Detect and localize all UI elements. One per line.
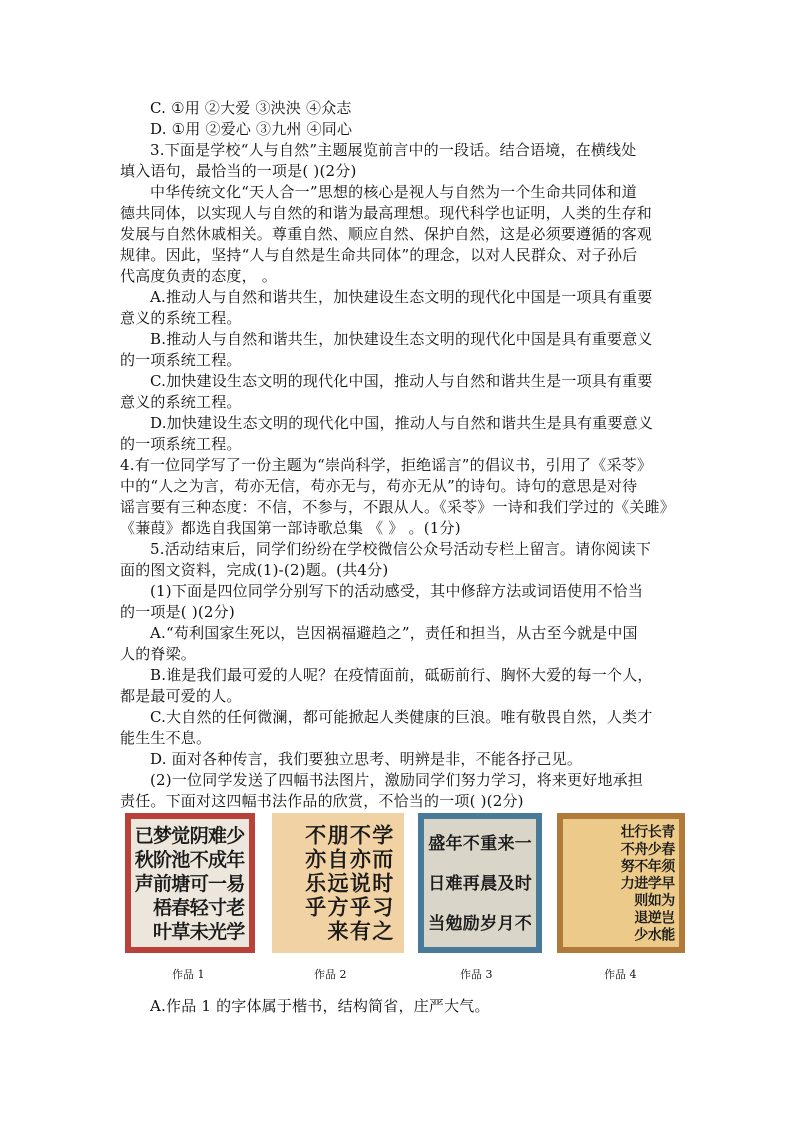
- calligraphy-glyph: 方: [327, 894, 349, 920]
- calligraphy-glyph: 进: [634, 876, 649, 892]
- calligraphy-glyph: 梧: [152, 896, 173, 919]
- calligraphy-glyph: 乎: [349, 894, 371, 920]
- calligraphy-glyph: 时: [372, 870, 394, 896]
- calligraphy-svg: [557, 813, 685, 953]
- option-d: D.加快建设生态文明的现代化中国，推动人与自然和谐共生是具有重要意义: [150, 414, 654, 432]
- calligraphy-glyph: 春: [171, 896, 191, 919]
- calligraphy-glyph: 老: [226, 896, 246, 919]
- calligraphy-glyph: 乐: [305, 870, 327, 896]
- calligraphy-glyph: 说: [349, 870, 371, 896]
- calligraphy-glyph: 池: [171, 848, 191, 871]
- calligraphy-glyph: 亦: [349, 846, 371, 872]
- artwork-2-image: [272, 813, 404, 953]
- artwork-4-image: [557, 813, 685, 953]
- calligraphy-glyph: 少: [647, 841, 662, 858]
- calligraphy-glyph: 当: [428, 914, 446, 935]
- artwork-1-caption: 作品 1: [172, 968, 205, 981]
- calligraphy-glyph: 觉: [171, 824, 191, 847]
- calligraphy-glyph: 草: [171, 920, 191, 943]
- calligraphy-glyph: 学: [647, 876, 662, 892]
- artwork-4-caption: 作品 4: [604, 968, 637, 981]
- subquestion-2-stem-cont: 责任。下面对这四幅书法作品的欣赏，不恰当的一项( )(2分): [120, 792, 524, 810]
- calligraphy-glyph: 阴: [189, 824, 209, 847]
- sub1-option-a-cont: 人的脊梁。: [120, 645, 197, 663]
- sub1-option-c-cont: 能生生不息。: [120, 729, 212, 747]
- calligraphy-glyph: 光: [207, 920, 228, 943]
- calligraphy-glyph: 年: [647, 858, 662, 875]
- calligraphy-glyph: 退: [634, 910, 649, 927]
- option-d-line: D. ①用 ②爱心 ③九州 ④同心: [150, 120, 353, 138]
- calligraphy-glyph: 难: [445, 874, 463, 895]
- option-c-line: C. ①用 ②大爱 ③泱泱 ④众志: [150, 99, 352, 117]
- calligraphy-glyph: 难: [207, 824, 228, 847]
- calligraphy-glyph: 时: [514, 874, 532, 895]
- calligraphy-glyph: 及: [497, 874, 515, 895]
- subquestion-1-stem-cont: 的一项是( )(2分): [120, 603, 235, 621]
- option-d-cont: 的一项系统工程。: [120, 435, 242, 453]
- passage-line: 德共同体，以实现人与自然的和谐为最高理想。现代科学也证明，人类的生存和: [120, 204, 653, 222]
- option-a: A.推动人与自然和谐共生，加快建设生态文明的现代化中国是一项具有重要: [150, 288, 653, 306]
- calligraphy-glyph: 如: [647, 893, 662, 910]
- passage-line: 发展与自然休戚相关。尊重自然、顺应自然、保护自然，这是必须要遵循的客观: [120, 225, 653, 243]
- calligraphy-glyph: 秋: [134, 848, 154, 871]
- calligraphy-glyph: 行: [634, 824, 649, 841]
- calligraphy-glyph: 月: [497, 914, 515, 935]
- calligraphy-svg: [125, 813, 255, 953]
- calligraphy-glyph: 少: [226, 824, 246, 847]
- calligraphy-glyph: 亦: [305, 846, 327, 872]
- calligraphy-glyph: 岂: [661, 910, 676, 927]
- calligraphy-glyph: 不: [620, 841, 635, 858]
- calligraphy-glyph: 前: [152, 872, 173, 895]
- artwork-1-image: [125, 813, 255, 953]
- calligraphy-glyph: 盛: [428, 834, 446, 855]
- sub1-option-b-cont: 都是最可爱的人。: [120, 687, 242, 705]
- calligraphy-glyph: 不: [514, 914, 532, 935]
- calligraphy-glyph: 则: [634, 893, 649, 910]
- option-c-cont: 意义的系统工程。: [120, 393, 242, 411]
- option-c: C.加快建设生态文明的现代化中国，推动人与自然和谐共生是一项具有重要: [150, 372, 653, 390]
- calligraphy-glyph: 力: [620, 876, 635, 892]
- calligraphy-glyph: 为: [661, 893, 676, 910]
- sub1-option-d: D. 面对各种传言，我们要独立思考、明辨是非，不能各抒己见。: [150, 750, 583, 768]
- calligraphy-glyph: 寸: [207, 896, 228, 919]
- subquestion-1-stem: (1)下面是四位同学分别写下的活动感受，其中修辞方法或词语使用不恰当: [150, 582, 644, 600]
- calligraphy-glyph: 不: [462, 834, 480, 855]
- calligraphy-glyph: 晨: [480, 874, 498, 895]
- calligraphy-glyph: 岁: [480, 914, 498, 935]
- subquestion-2-stem: (2)一位同学发送了四幅书法图片，激励同学们努力学习，将来更好地承担: [150, 771, 644, 789]
- calligraphy-glyph: 日: [428, 874, 446, 895]
- sub2-option-a: A.作品 1 的字体属于楷书，结构简省，庄严大气。: [150, 997, 490, 1015]
- passage-line: 规律。因此，坚持“人与自然是生命共同体”的理念，以对人民群众、对子孙后: [120, 246, 638, 264]
- passage-line: 中华传统文化“天人合一”思想的核心是视人与自然为一个生命共同体和道: [150, 183, 637, 201]
- calligraphy-glyph: 有: [349, 918, 371, 944]
- calligraphy-glyph: 可: [189, 872, 209, 895]
- calligraphy-glyph: 梦: [152, 824, 173, 847]
- calligraphy-glyph: 再: [462, 874, 480, 895]
- calligraphy-glyph: 春: [661, 841, 676, 858]
- calligraphy-glyph: 不: [349, 822, 371, 848]
- calligraphy-glyph: 壮: [620, 824, 635, 841]
- sub1-option-a: A.“苟利国家生死以，岂因祸福避趋之”，责任和担当，从古至今就是中国: [150, 624, 638, 642]
- calligraphy-glyph: 已: [134, 824, 154, 847]
- option-b-cont: 的一项系统工程。: [120, 351, 242, 369]
- calligraphy-glyph: 叶: [152, 920, 173, 943]
- calligraphy-glyph: 朋: [327, 822, 349, 848]
- question-4-stem: 4.有一位同学写了一份主题为“崇尚科学，拒绝谣言”的倡议书，引用了《采苓》: [120, 456, 653, 474]
- calligraphy-glyph: 声: [134, 872, 154, 895]
- calligraphy-glyph: 重: [480, 834, 498, 855]
- option-a-cont: 意义的系统工程。: [120, 309, 242, 327]
- calligraphy-glyph: 年: [445, 834, 463, 855]
- question-3-stem: 3.下面是学校“人与自然”主题展览前言中的一段话。结合语境，在横线处: [150, 141, 637, 159]
- calligraphy-glyph: 成: [207, 848, 228, 871]
- calligraphy-glyph: 未: [189, 920, 209, 943]
- artwork-3-caption: 作品 3: [460, 968, 493, 981]
- question-5-stem: 5.活动结束后，同学们纷纷在学校微信公众号活动专栏上留言。请你阅读下: [150, 540, 652, 558]
- calligraphy-glyph: 之: [372, 918, 394, 944]
- calligraphy-svg: [418, 813, 542, 953]
- calligraphy-glyph: 勉: [445, 914, 463, 935]
- calligraphy-glyph: 不: [189, 848, 209, 871]
- calligraphy-glyph: 远: [327, 870, 349, 896]
- artwork-2-caption: 作品 2: [314, 968, 347, 981]
- calligraphy-glyph: 来: [327, 918, 349, 944]
- calligraphy-glyph: 水: [647, 927, 662, 944]
- calligraphy-glyph: 习: [372, 894, 394, 920]
- question-3-stem-cont: 填入语句，最恰当的一项是( )(2分): [120, 162, 357, 180]
- calligraphy-gallery: [120, 813, 690, 953]
- calligraphy-glyph: 励: [462, 914, 480, 935]
- calligraphy-glyph: 早: [661, 876, 676, 892]
- calligraphy-glyph: 塘: [171, 872, 191, 895]
- calligraphy-glyph: 阶: [152, 848, 173, 871]
- calligraphy-glyph: 乎: [305, 894, 327, 920]
- calligraphy-glyph: 少: [634, 927, 649, 944]
- question-5-stem-cont: 面的图文资料，完成(1)-(2)题。(共4分): [120, 561, 389, 579]
- calligraphy-glyph: 须: [661, 858, 676, 875]
- calligraphy-glyph: 学: [372, 822, 394, 848]
- calligraphy-glyph: 学: [226, 920, 246, 943]
- question-4-line: 中的“人之为言，苟亦无信，苟亦无与，苟亦无从”的诗句。诗句的意思是对待: [120, 477, 638, 495]
- calligraphy-glyph: 而: [372, 846, 394, 872]
- calligraphy-glyph: 不: [305, 822, 327, 848]
- calligraphy-glyph: 来: [497, 834, 515, 855]
- calligraphy-glyph: 舟: [634, 841, 649, 858]
- calligraphy-glyph: 自: [327, 846, 349, 872]
- option-b: B.推动人与自然和谐共生，加快建设生态文明的现代化中国是具有重要意义: [150, 330, 653, 348]
- calligraphy-glyph: 长: [647, 824, 662, 841]
- calligraphy-glyph: 年: [226, 848, 246, 871]
- artwork-3-image: [418, 813, 542, 953]
- calligraphy-glyph: 轻: [189, 896, 209, 919]
- calligraphy-glyph: 不: [634, 858, 649, 875]
- calligraphy-glyph: 逆: [647, 910, 662, 927]
- calligraphy-glyph: 易: [226, 872, 246, 895]
- passage-line: 代高度负责的态度， 。: [120, 267, 277, 285]
- calligraphy-glyph: 一: [514, 834, 532, 855]
- calligraphy-glyph: 青: [661, 824, 676, 841]
- calligraphy-glyph: 努: [620, 858, 635, 875]
- calligraphy-glyph: 一: [207, 872, 228, 895]
- question-4-line: 谣言要有三种态度：不信，不参与，不跟从人。《采苓》一诗和我们学过的《关雎》: [120, 498, 675, 516]
- calligraphy-glyph: 能: [661, 927, 676, 944]
- calligraphy-svg: [272, 813, 404, 953]
- sub1-option-c: C.大自然的任何微澜，都可能掀起人类健康的巨浪。唯有敬畏自然，人类才: [150, 708, 653, 726]
- sub1-option-b: B.谁是我们最可爱的人呢？在疫情面前，砥砺前行、胸怀大爱的每一个人，: [150, 666, 653, 684]
- question-4-line: 《蒹葭》都选自我国第一部诗歌总集 《 》 。(1分): [120, 519, 461, 537]
